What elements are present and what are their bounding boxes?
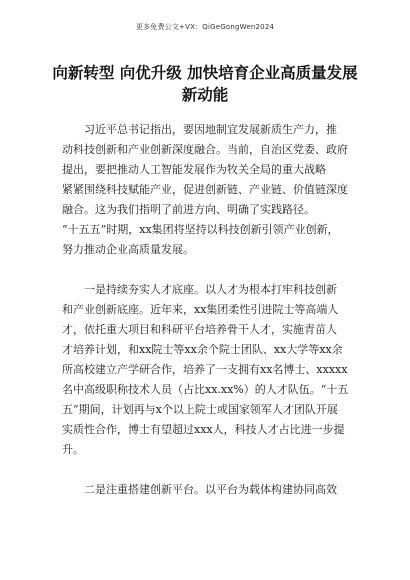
text-line: 习近平总书记指出，要因地制宜发展新质生产力，推 (84, 123, 337, 136)
text-line: 才，依托重大项目和科研平台培养骨干人才，实施青苗人 (62, 323, 337, 336)
text-line: “十五五”时期，xx集团将坚持以科技创新引领产业创新， (62, 223, 339, 236)
text-line: 和产业创新底座。近年来，xx集团柔性引进院士等高端人 (62, 303, 339, 316)
paragraph-platform (62, 480, 362, 500)
text-line: 实质性合作，博士有望超过xxx人，科技人才占比进一步提 (62, 423, 345, 436)
text-line: 升。 (62, 443, 84, 456)
text-line: 一是持续夯实人才底座。以人才为根本打牢科技创新 (84, 283, 337, 296)
document-title (52, 62, 358, 106)
text-line: 所高校建立产学研合作，培养了一支拥有xx名博士、xxxxx (62, 363, 348, 376)
paragraph-talent (62, 280, 362, 460)
text-line: 努力推动企业高质量发展。 (62, 243, 194, 256)
text-line: 二是注重搭建创新平台。以平台为载体构建协同高效 (84, 483, 337, 496)
title-line: 新动能 (181, 86, 229, 104)
document-body (62, 120, 362, 520)
text-line: 五”期间，计划再与x个以上院士或国家领军人才团队开展 (62, 403, 338, 416)
text-line: 紧紧围绕科技赋能产业，促进创新链、产业链、价值链深度 (62, 183, 348, 196)
text-line: 名中高级职称技术人员（占比xx.xx%）的人才队伍。“十五 (62, 383, 349, 396)
header-note: 更多免费公文+VX：QiGeGongWen2024 (135, 23, 275, 31)
text-line: 才培养计划，和xx院士等xx余个院士团队、xx大学等xx余 (62, 343, 343, 356)
title-line: 向新转型 向优升级 加快培育企业高质量发展 (52, 64, 358, 82)
text-line: 提出，要把推动人工智能发展作为牧关全局的重大战略 (62, 163, 326, 176)
text-line: 融合。这为我们指明了前进方向、明确了实践路径。 (62, 203, 315, 216)
paragraph-intro (62, 120, 362, 260)
text-line: 动科技创新和产业创新深度融合。当前，自治区党委、政府 (62, 143, 348, 156)
